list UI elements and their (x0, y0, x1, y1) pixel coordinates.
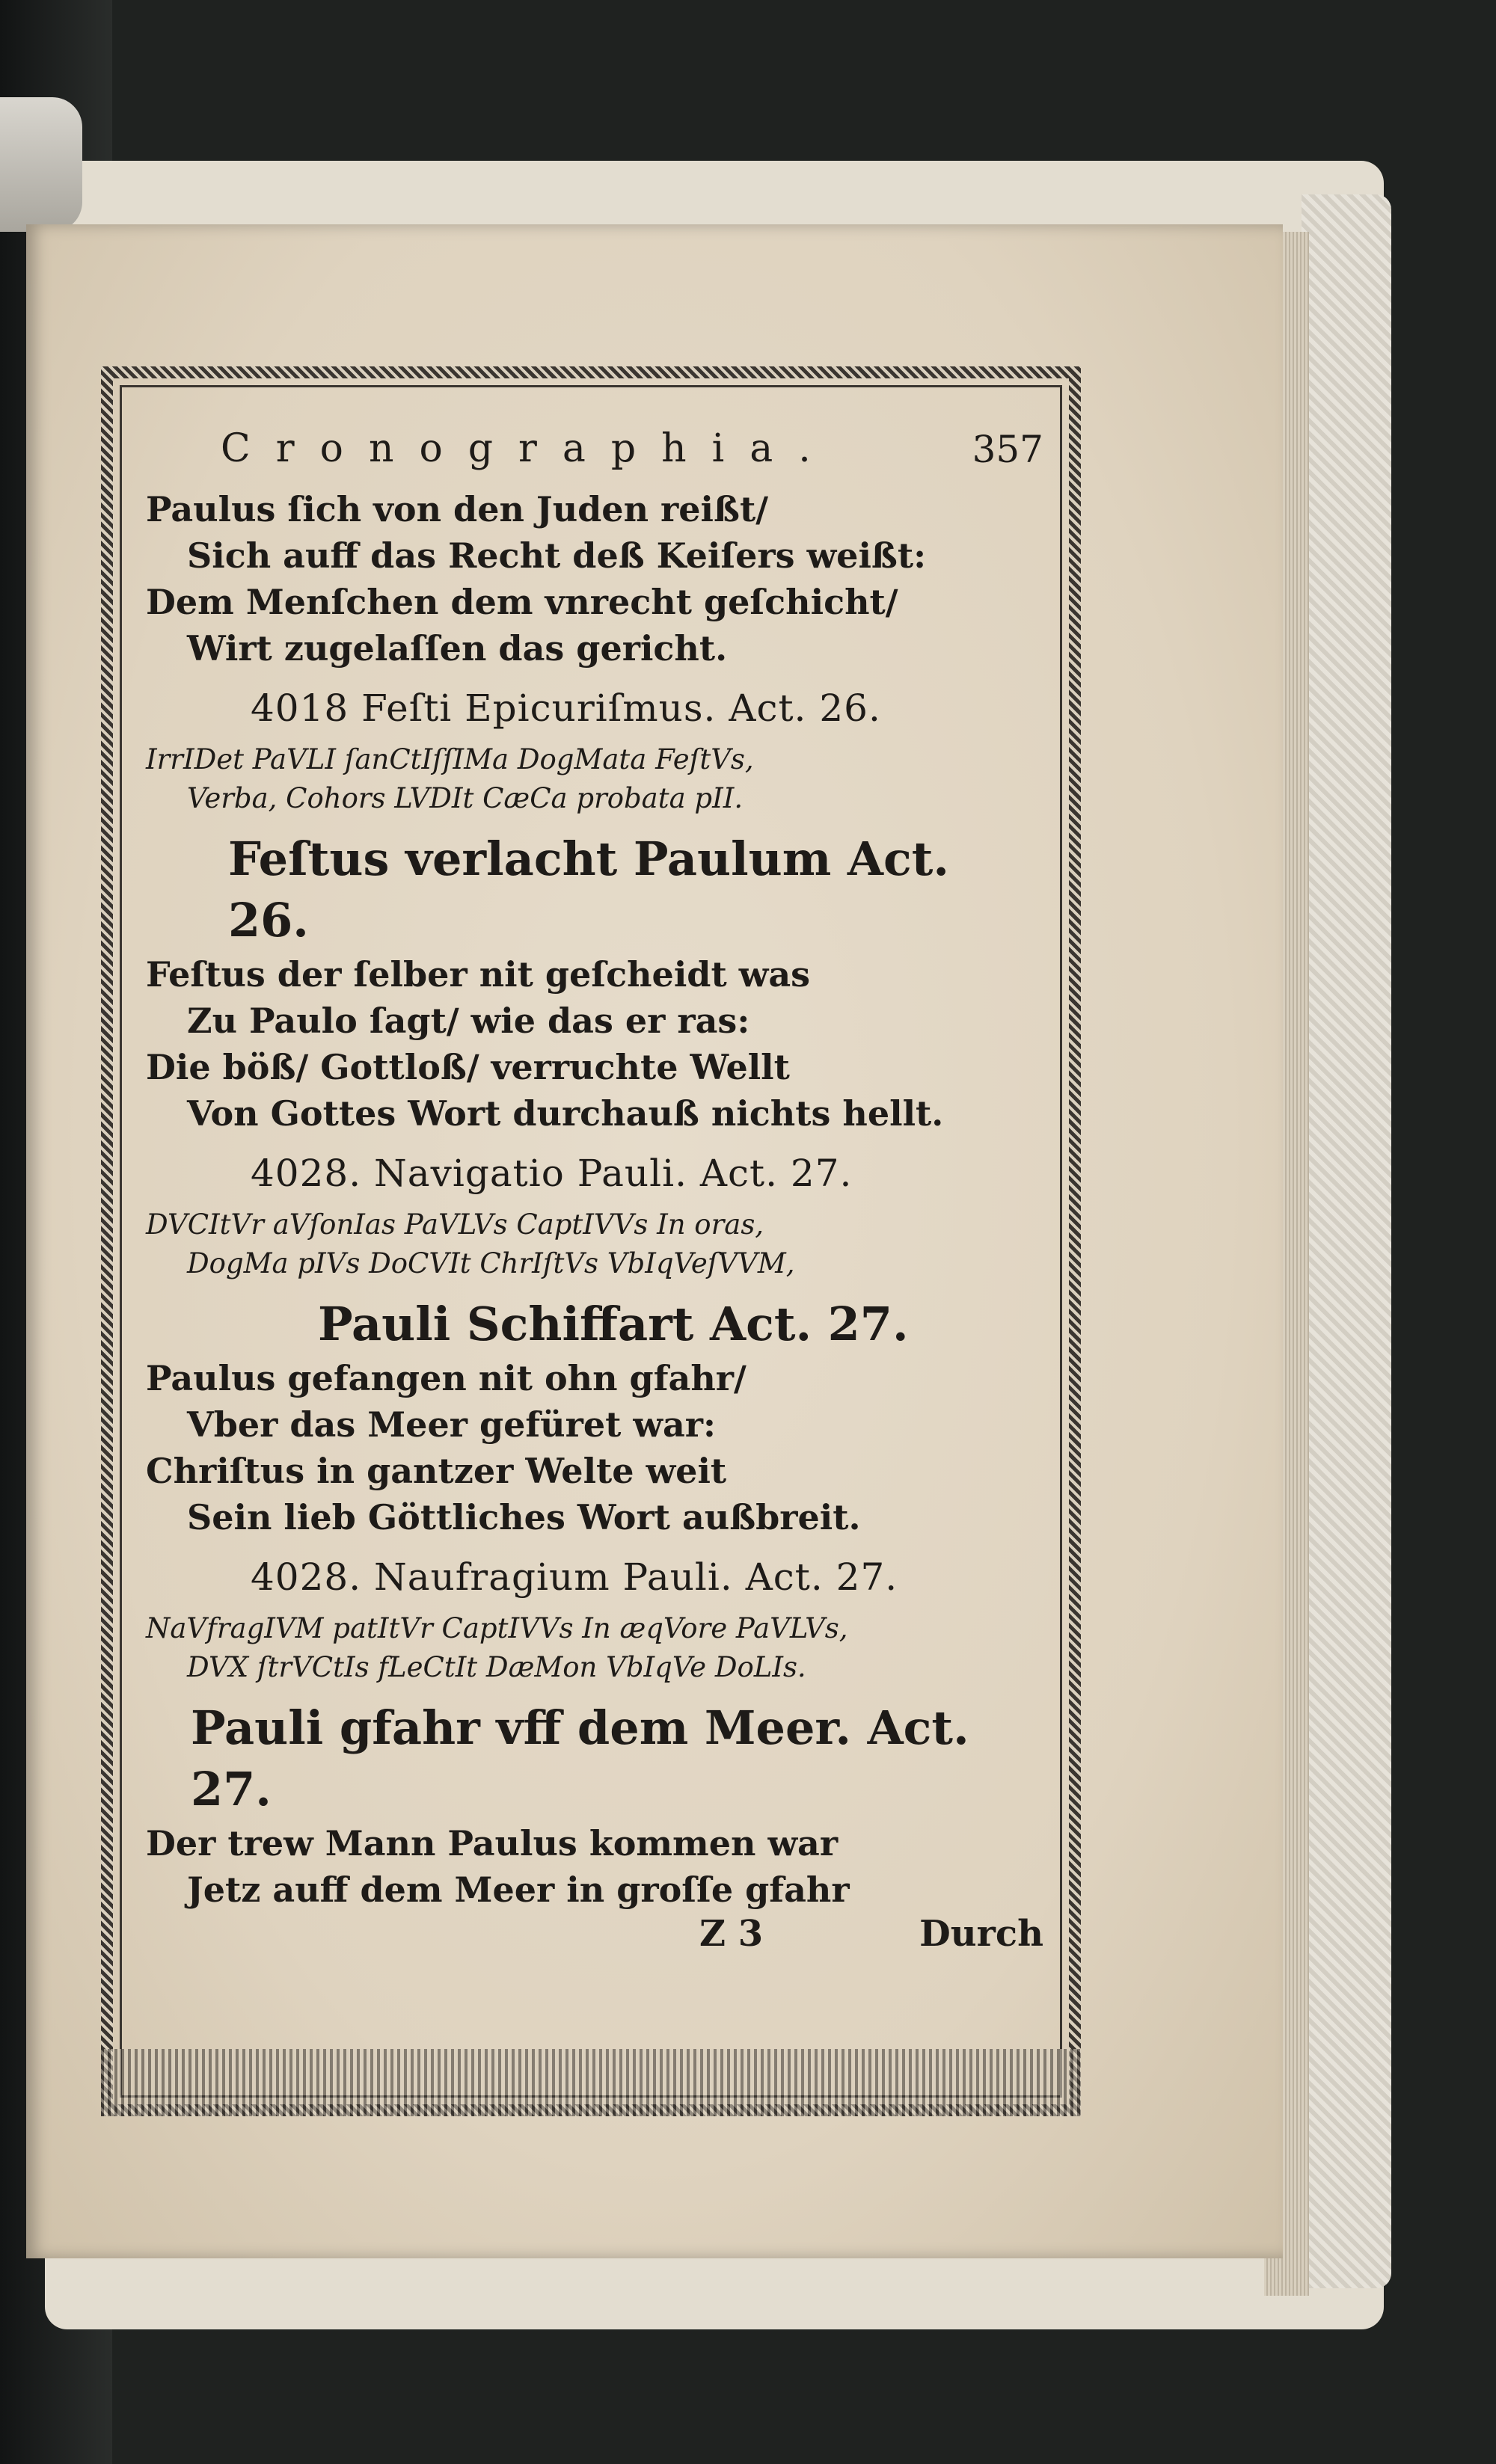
chronogram-line: DogMa pIVs DoCVIt ChrIſtVs VbIqVeſVVM, (187, 1247, 795, 1279)
verse-line: Sein lieb Göttliches Wort außbreit. (187, 1497, 861, 1537)
section-heading-latin: 4028. Naufragium Pauli. Act. 27. (251, 1555, 898, 1599)
verse-line: Der trew Mann Paulus kommen war (146, 1823, 839, 1864)
chronogram-line: IrrIDet PaVLI ſanCtIſſIMa DogMata FeſtVs, (146, 743, 754, 775)
chronogram-line: NaVfragIVM patItVr CaptIVVs In æqVore PaVLVs, (146, 1612, 848, 1644)
verse-line: Vber das Meer gefüret war: (187, 1404, 717, 1445)
binding-clasp (0, 97, 82, 232)
catchword: Durch (919, 1913, 1043, 1955)
verse-line: Paulus ſich von den Juden reißt/ (146, 489, 768, 529)
chronogram (146, 740, 1043, 818)
chronogram-line: DVX ſtrVCtIs fLeCtIt DæMon VbIqVe DoLIs. (187, 1651, 806, 1683)
page-number: 357 (972, 428, 1043, 471)
section-heading-german: Feſtus verlacht Paulum Act. 26. (228, 832, 949, 947)
page-footer (146, 1913, 1043, 1965)
chronogram-line: Verba, Cohors LVDIt CæCa probata pII. (187, 782, 744, 814)
chronogram (146, 1609, 1043, 1687)
ornamental-border-bottom (101, 2049, 1081, 2116)
verse-line: Die böß/ Gottloß/ verruchte Wellt (146, 1047, 790, 1087)
verse-line: Dem Menſchen dem vnrecht geſchicht/ (146, 582, 898, 622)
signature-mark: Z 3 (699, 1913, 764, 1955)
running-title: Cronographia. (221, 426, 836, 471)
section-heading-latin: 4028. Navigatio Pauli. Act. 27. (251, 1152, 853, 1195)
verse-block (146, 486, 1043, 672)
chronogram-line: DVCItVr aVſonIas PaVLVs CaptIVVs In oras, (146, 1208, 764, 1241)
verse-line: Zu Paulo ſagt/ wie das er ras: (187, 1001, 750, 1041)
verse-line: Chriſtus in gantzer Welte weit (146, 1451, 727, 1491)
verse-line: Sich auff das Recht deß Keiſers weißt: (187, 535, 927, 576)
section-heading-german: Pauli gfahr vff dem Meer. Act. 27. (191, 1700, 969, 1816)
verse-line: Von Gottes Wort durchauß nichts hellt. (187, 1093, 944, 1134)
section-heading-german: Pauli Schiffart Act. 27. (318, 1297, 909, 1351)
verse-block (146, 951, 1043, 1137)
verse-line: Paulus gefangen nit ohn gfahr/ (146, 1358, 747, 1398)
verse-line: Feſtus der ſelber nit geſcheidt was (146, 954, 811, 995)
verse-block (146, 1820, 1043, 1913)
verse-line: Wirt zugelaſſen das gericht. (187, 628, 728, 669)
chronogram (146, 1205, 1043, 1283)
page-content (146, 419, 1043, 1965)
verse-line: Jetz auff dem Meer in groſſe gfahr (187, 1869, 850, 1910)
cover-spine-right (1302, 194, 1391, 2288)
running-head (146, 419, 1043, 486)
verse-block (146, 1355, 1043, 1540)
section-heading-latin: 4018 Feſti Epicuriſmus. Act. 26. (251, 686, 881, 730)
